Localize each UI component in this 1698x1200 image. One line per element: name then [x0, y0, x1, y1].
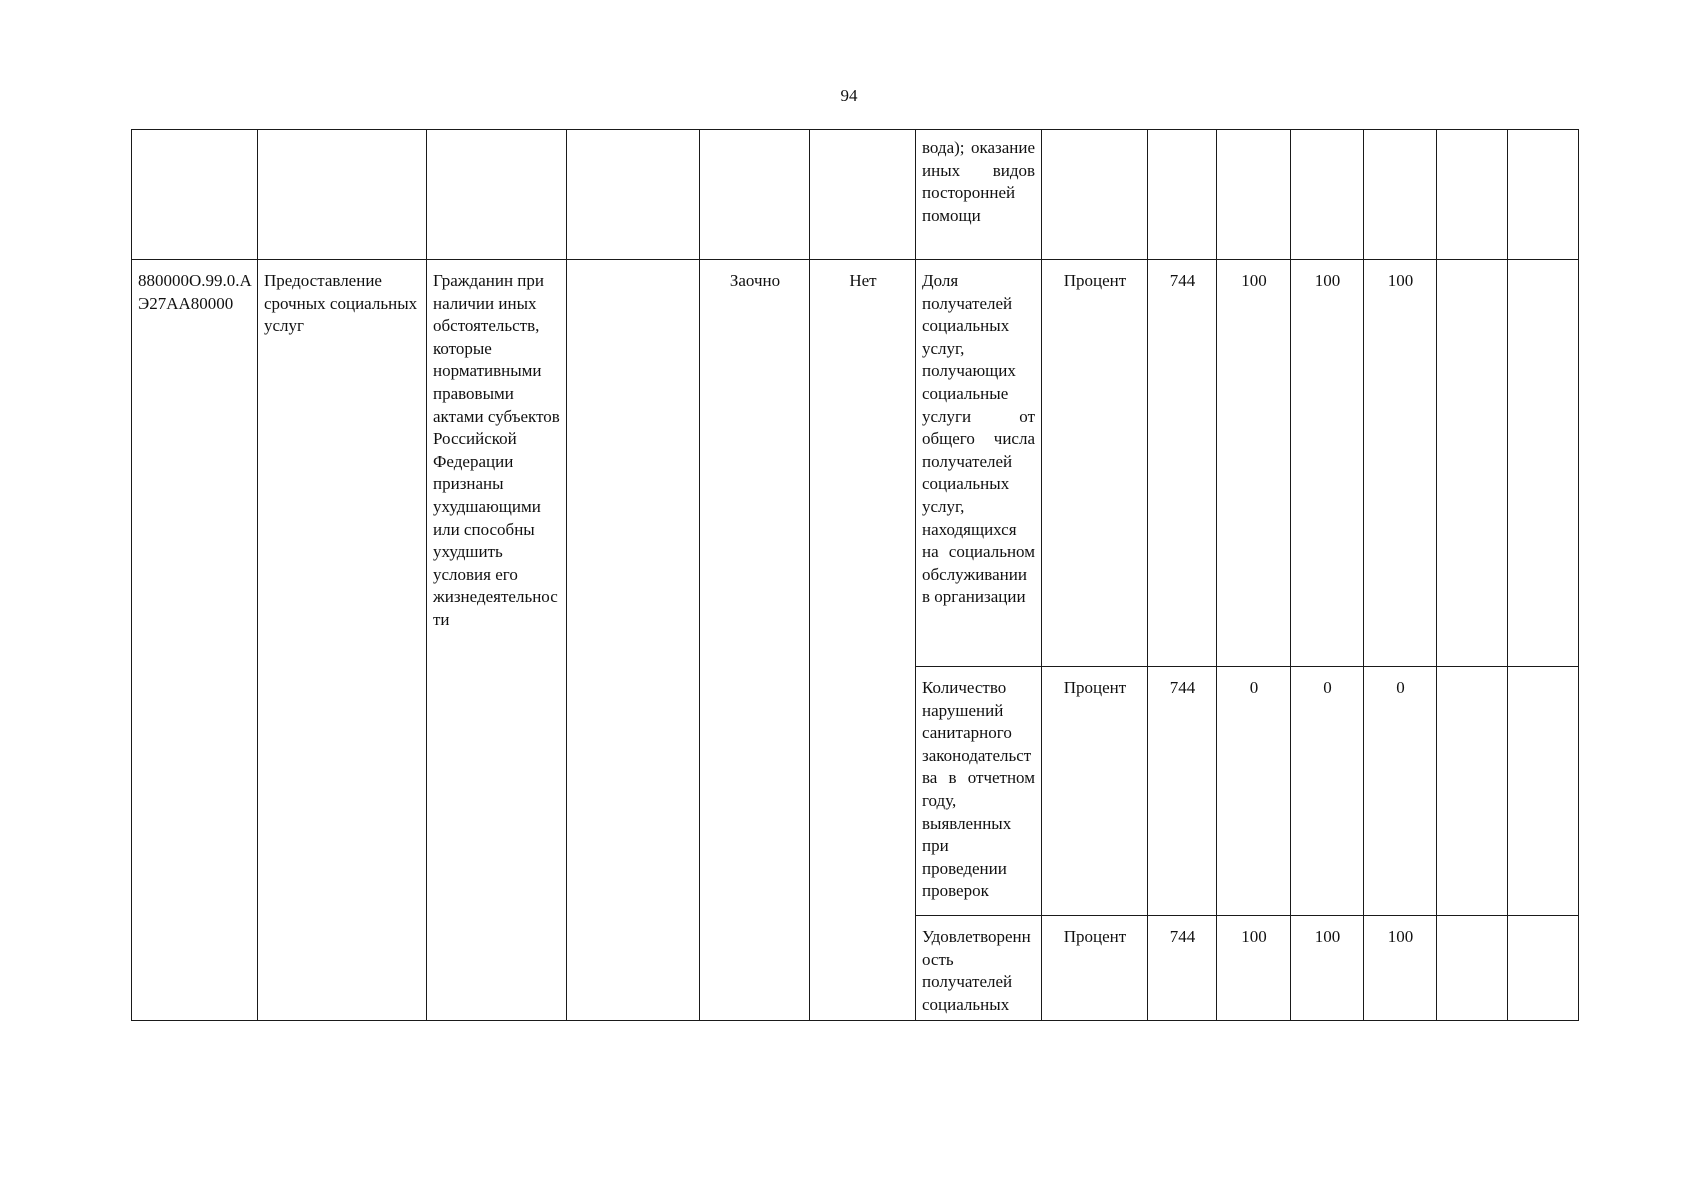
table-cell — [1148, 130, 1217, 260]
table-cell — [1437, 667, 1508, 916]
recipient-category-cell: Гражданин при наличии иных обстоятельств, которые нормативными правовыми актами субъектов Российской Федерации признаны ухудшающими или способны ухудшить условия его жизнедеятельности — [427, 260, 567, 1021]
table-cell — [427, 130, 567, 260]
indicator-name-cell: Количество нарушений санитарного законодательства в отчетном году, выявленных при проведении проверок — [916, 667, 1042, 916]
flag-cell: Нет — [810, 260, 916, 1021]
table-cell — [1291, 130, 1364, 260]
value-cell: 100 — [1291, 260, 1364, 667]
table-cell — [567, 130, 700, 260]
value-cell: 100 — [1217, 916, 1291, 1021]
service-name-cell: Предоставление срочных социальных услуг — [258, 260, 427, 1021]
table-cell — [1508, 130, 1579, 260]
table-row — [132, 260, 1579, 667]
value-cell: 100 — [1364, 916, 1437, 1021]
service-form-cell: Заочно — [700, 260, 810, 1021]
indicator-name-cell: вода); оказание иных видов посторонней помощи — [916, 130, 1042, 260]
indicator-name-cell: Доля получателей социальных услуг, получающих социальные услуги от общего числа получателей социальных услуг, находящихся на социальном обслуживании в организации — [916, 260, 1042, 667]
table-cell — [1364, 130, 1437, 260]
unit-cell: Процент — [1042, 916, 1148, 1021]
unit-cell: Процент — [1042, 667, 1148, 916]
table-cell — [132, 130, 258, 260]
okei-code-cell: 744 — [1148, 667, 1217, 916]
empty-cell — [567, 260, 700, 1021]
value-cell: 0 — [1364, 667, 1437, 916]
okei-code-cell: 744 — [1148, 916, 1217, 1021]
value-cell: 0 — [1291, 667, 1364, 916]
table-cell — [1217, 130, 1291, 260]
table-cell — [1437, 916, 1508, 1021]
table-cell — [1508, 260, 1579, 667]
indicator-name-cell: Удовлетворенность получателей социальных — [916, 916, 1042, 1021]
registry-code-cell: 880000О.99.0.АЭ27АА80000 — [132, 260, 258, 1021]
service-indicators-table — [131, 129, 1579, 1021]
unit-cell: Процент — [1042, 260, 1148, 667]
table-cell — [810, 130, 916, 260]
value-cell: 100 — [1364, 260, 1437, 667]
page-number: 94 — [840, 86, 858, 105]
table-cell — [1437, 260, 1508, 667]
table-cell — [1437, 130, 1508, 260]
table-cell — [700, 130, 810, 260]
table-row-continuation — [132, 130, 1579, 260]
table-cell — [1042, 130, 1148, 260]
table-cell — [1508, 916, 1579, 1021]
value-cell: 0 — [1217, 667, 1291, 916]
value-cell: 100 — [1291, 916, 1364, 1021]
table-cell — [258, 130, 427, 260]
okei-code-cell: 744 — [1148, 260, 1217, 667]
table-cell — [1508, 667, 1579, 916]
value-cell: 100 — [1217, 260, 1291, 667]
